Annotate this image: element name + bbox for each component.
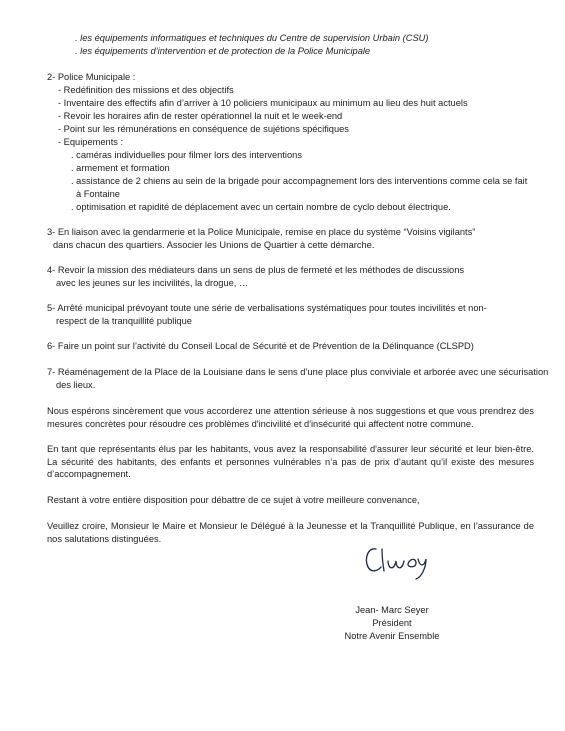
section-2-item: - Inventaire des effectifs afin d’arriver à 10 policiers municipaux au minimum au lieu des huit actuels [58,98,468,108]
equipment-item: . optimisation et rapidité de déplacement avec un certain nombre de cyclo debout électrique. [71,202,451,212]
section-2-item: - Equipements : [58,137,124,147]
equipment-item: . caméras individuelles pour filmer lors des interventions [71,150,302,160]
section-2-heading: 2- Police Municipale : [47,72,136,82]
equipment-item: . assistance de 2 chiens au sein de la brigade pour accompagnement lors des interventions comme cela se fait [71,176,528,186]
equipment-item: . armement et formation [71,163,170,173]
signatory-name: Jean- Marc Seyer [355,605,429,615]
section-5-line: respect de la tranquillité publique [56,316,192,326]
section-4-line: avec les jeunes sur les incivilités, la drogue, … [56,278,249,288]
section-4-line: 4- Revoir la mission des médiateurs dans un sens de plus de fermeté et les méthodes de discussions [47,265,465,275]
section-3-line: 3- En liaison avec la gendarmerie et la Police Municipale, remise en place du système “Voisins vigilants” [47,227,476,237]
paragraph-closing: Veuillez croire, Monsieur le Maire et Monsieur le Délégué à la Jeunesse et la Tranquillité Publique, en l’assurance de nos salutations distinguées. [47,521,534,544]
section-6-line: 6- Faire un point sur l’activité du Conseil Local de Sécurité et de Prévention de la Délinquance (CLSPD) [47,341,474,351]
signatory-organization: Notre Avenir Ensemble [344,631,440,641]
section-7-line: des lieux. [56,380,96,390]
equipment-item-continued: à Fontaine [76,189,120,199]
signatory-role: Président [372,618,412,628]
paragraph-responsibility: En tant que représentants élus par les habitants, vous avez la responsabilité d'assurer leur sécurité et leur bien-être. La sécurité des habitants, des enfants et personnes vulnérables n’a pas de prix d’autant qu’il existe des mesures d’accompagnement. [47,444,534,480]
handwritten-signature [362,541,432,581]
paragraph-disposition: Restant à votre entière disposition pour débattre de ce sujet à votre meilleure convenance, [47,495,420,505]
paragraph-suggestions: Nous espérons sincèrement que vous accorderez une attention sérieuse à nos suggestions et que vous prendrez des mesures concrètes pour résoudre ces problèmes d'incivilité et d'insécurité qui affectent notre commune. [47,406,534,429]
equipment-line-police: . les équipements d’intervention et de protection de la Police Municipale [75,46,371,56]
section-2-item: - Revoir les horaires afin de rester opérationnel la nuit et le week-end [58,111,343,121]
section-2-item: - Redéfinition des missions et des objectifs [58,85,234,95]
section-7-line: 7- Réaménagement de la Place de la Louisiane dans le sens d’une place plus conviviale et arborée avec une sécurisation [47,367,549,377]
section-5-line: 5- Arrêté municipal prévoyant toute une série de verbalisations systématiques pour toutes incivilités et non- [47,303,487,313]
section-2-item: - Point sur les rémunérations en conséquence de sujétions spécifiques [58,124,349,134]
equipment-line-csu: . les équipements informatiques et techniques du Centre de supervision Urbain (CSU) [75,33,429,43]
section-3-line: dans chacun des quartiers. Associer les Unions de Quartier à cette démarche. [53,240,375,250]
